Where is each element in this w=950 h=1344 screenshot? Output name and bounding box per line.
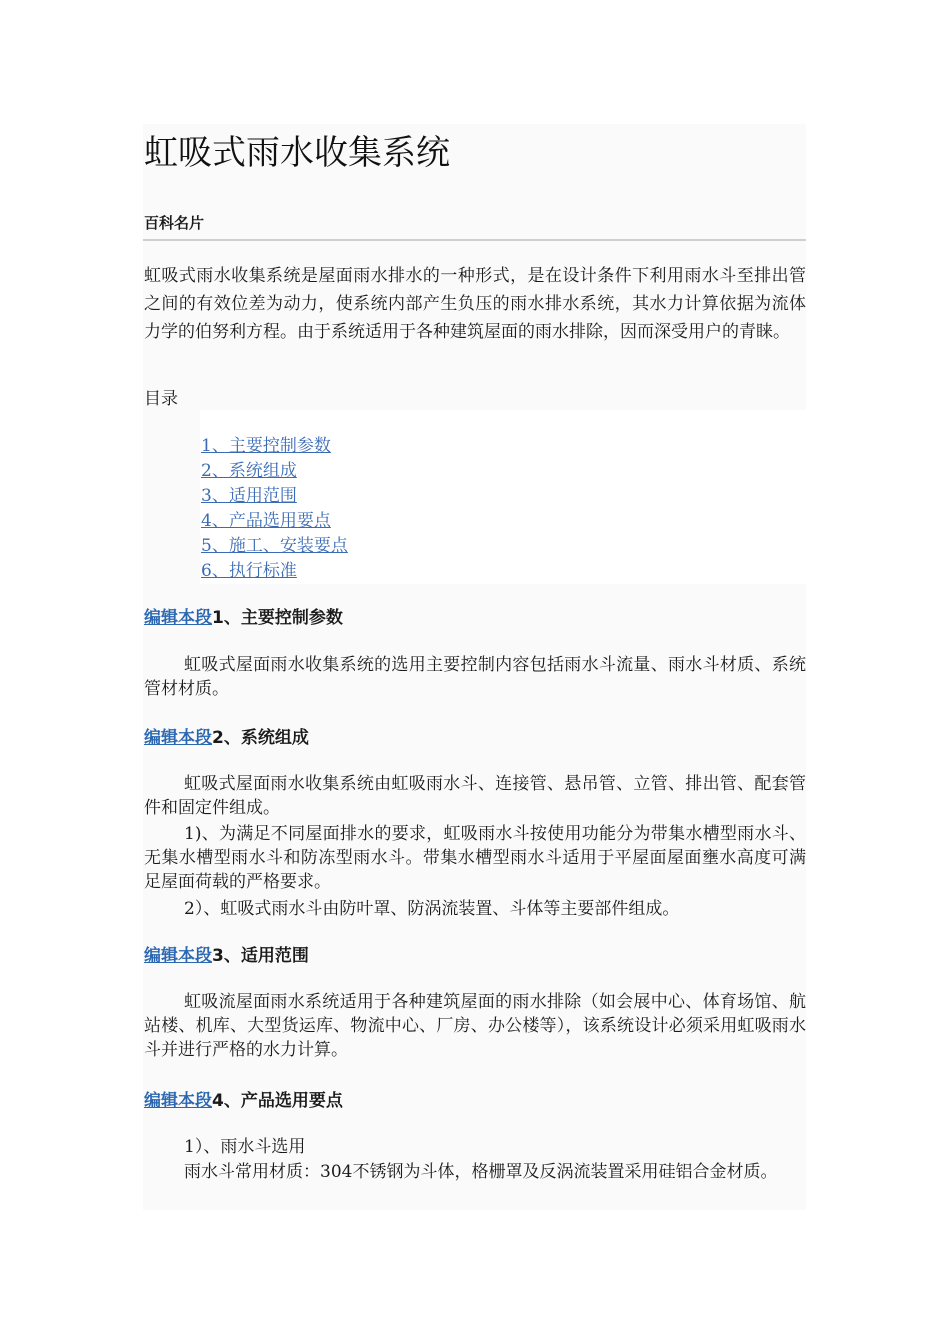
section-4-paragraph-2: 雨水斗常用材质：304不锈钢为斗体，格栅罩及反涡流装置采用硅铝合金材质。 [184,1162,778,1182]
toc-link-4[interactable]: 4、产品选用要点 [201,511,331,531]
edit-section-link[interactable]: 编辑本段 [144,728,212,748]
section-4-paragraph-1: 1）、雨水斗选用 [184,1137,306,1157]
toc-title: 目录 [144,389,178,409]
page-title: 虹吸式雨水收集系统 [144,133,450,173]
toc-item [201,434,348,459]
divider [143,239,806,241]
section-3-paragraph-1: 虹吸流屋面雨水系统适用于各种建筑屋面的雨水排除（如会展中心、体育场馆、航站楼、机库、大型货运库、物流中心、厂房、办公楼等），该系统设计必须采用虹吸雨水斗并进行严格的水力计算。 [144,992,806,1060]
section-heading-4 [144,1088,343,1114]
edit-section-link[interactable]: 编辑本段 [144,1091,212,1111]
edit-section-link[interactable]: 编辑本段 [144,608,212,628]
edit-section-link[interactable]: 编辑本段 [144,946,212,966]
toc-list [201,434,348,584]
section-title: 1、主要控制参数 [212,608,343,628]
card-label: 百科名片 [144,214,205,232]
section-2-paragraph-3: 2）、虹吸式雨水斗由防叶罩、防涡流装置、斗体等主要部件组成。 [184,899,680,919]
toc-link-3[interactable]: 3、适用范围 [201,486,297,506]
section-1-paragraph-1: 虹吸式屋面雨水收集系统的选用主要控制内容包括雨水斗流量、雨水斗材质、系统管材材质。 [144,655,806,699]
toc-item [201,459,348,484]
section-title: 3、适用范围 [212,946,309,966]
section-heading-3 [144,943,309,969]
toc-item [201,534,348,559]
toc-link-6[interactable]: 6、执行标准 [201,561,297,581]
section-heading-1 [144,605,343,631]
toc-link-2[interactable]: 2、系统组成 [201,461,297,481]
section-title: 4、产品选用要点 [212,1091,343,1111]
toc-link-5[interactable]: 5、施工、安装要点 [201,536,348,556]
toc-link-1[interactable]: 1、主要控制参数 [201,436,331,456]
toc-item [201,559,348,584]
section-heading-2 [144,725,309,751]
toc-item [201,509,348,534]
section-2-paragraph-2: 1)、为满足不同屋面排水的要求，虹吸雨水斗按使用功能分为带集水槽型雨水斗、无集水槽型雨水斗和防冻型雨水斗。带集水槽型雨水斗适用于平屋面屋面壅水高度可满足屋面荷载的严格要求。 [144,824,806,892]
section-title: 2、系统组成 [212,728,309,748]
toc-item [201,484,348,509]
section-2-paragraph-1: 虹吸式屋面雨水收集系统由虹吸雨水斗、连接管、悬吊管、立管、排出管、配套管件和固定件组成。 [144,774,806,818]
intro-paragraph: 虹吸式雨水收集系统是屋面雨水排水的一种形式，是在设计条件下利用雨水斗至排出管之间的有效位差为动力，使系统内部产生负压的雨水排水系统，其水力计算依据为流体力学的伯努利方程。由于系统适用于各种建筑屋面的雨水排除，因而深受用户的青睐。 [144,266,806,342]
